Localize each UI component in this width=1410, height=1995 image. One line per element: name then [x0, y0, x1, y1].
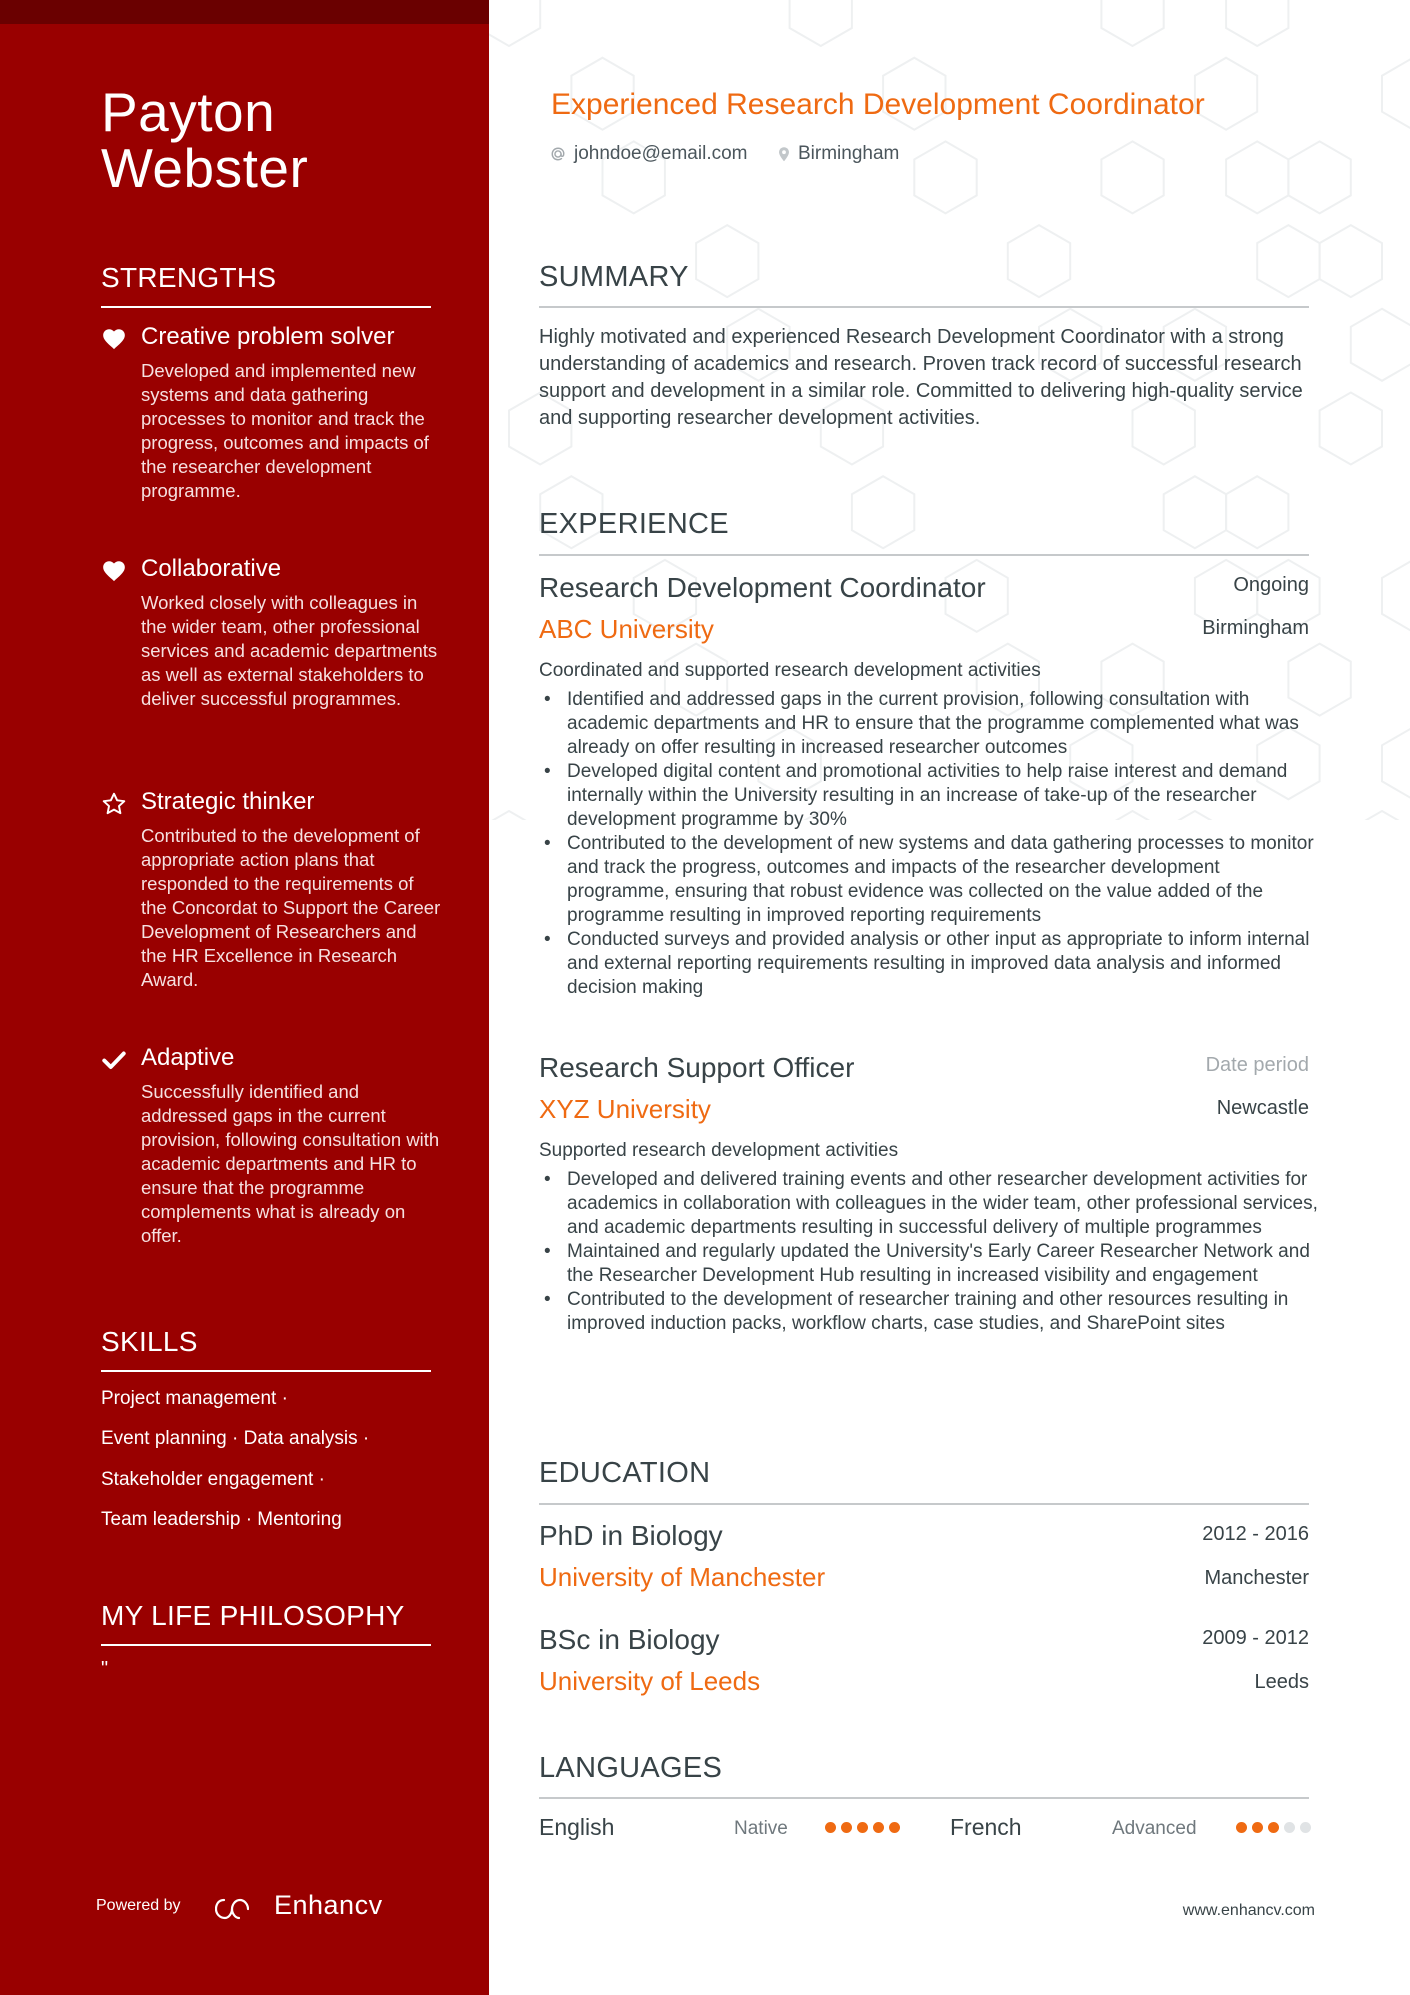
job-bullet: • Developed digital content and promotional activities to help raise interest and demand internally within the University resulting in an increase of take-up of the researcher development programme by 30%: [539, 760, 1319, 832]
education-years: 2009 - 2012: [1202, 1627, 1309, 1649]
skill-line: Team leadership · Mentoring: [101, 1509, 342, 1530]
skill-line: Project management ·: [101, 1388, 288, 1409]
philosophy-heading: MY LIFE PHILOSOPHY: [101, 1600, 405, 1631]
job-bullet: • Identified and addressed gaps in the current provision, following consultation with academic departments and HR to ensure that the programme complemented what was already on offer resulting in increased researcher outcomes: [539, 688, 1319, 760]
job-period: Date period: [1205, 1054, 1309, 1076]
proficiency-dot-filled: [873, 1822, 884, 1833]
hexagon-shape: [1382, 58, 1410, 130]
hexagon-shape: [1351, 811, 1410, 820]
job-bullet: • Maintained and regularly updated the University's Early Career Researcher Network and the Researcher Development Hub resulting in increased visibility and engagement: [539, 1240, 1319, 1288]
hexagon-shape: [1226, 141, 1288, 213]
language-name: French: [950, 1814, 1022, 1840]
check-icon: [101, 1047, 127, 1073]
proficiency-dot-filled: [1268, 1822, 1279, 1833]
hexagon-shape: [1320, 393, 1382, 465]
strength-description: Developed and implemented new systems and data gathering processes to monitor and track the progress, outcomes and impacts of the researcher development programme.: [141, 360, 429, 501]
experience-heading: EXPERIENCE: [539, 508, 729, 540]
hexagon-shape: [1226, 0, 1288, 46]
job-bullet: • Contributed to the development of researcher training and other resources resulting in improved induction packs, workflow charts, case studies, and SharePoint sites: [539, 1288, 1319, 1336]
education-degree: BSc in Biology: [539, 1624, 720, 1655]
footer-url[interactable]: www.enhancv.com: [1182, 1902, 1315, 1919]
job-bullet-list: [539, 688, 1319, 1000]
sidebar-top-band: [0, 0, 489, 24]
experience-rule: [539, 554, 1309, 556]
last-name: Webster: [101, 137, 309, 199]
job-summary: Supported research development activities: [539, 1140, 899, 1161]
proficiency-dot-filled: [857, 1822, 868, 1833]
job-period: Ongoing: [1233, 574, 1309, 596]
strength-title: Adaptive: [141, 1044, 235, 1071]
education-years: 2012 - 2016: [1202, 1523, 1309, 1545]
job-location: Birmingham: [1202, 617, 1309, 639]
language-level: Native: [734, 1818, 788, 1839]
language-level: Advanced: [1112, 1818, 1197, 1839]
hexagon-shape: [1101, 141, 1163, 213]
proficiency-dot-filled: [1252, 1822, 1263, 1833]
summary-rule: [539, 306, 1309, 308]
strength-description: Successfully identified and addressed gaps in the current provision, following consultation with academic departments and HR to ensure that the programme complements what is already on offer.: [141, 1081, 440, 1246]
job-summary: Coordinated and supported research development activities: [539, 660, 1041, 681]
enhancv-logo-icon[interactable]: [215, 1896, 249, 1922]
headline: Experienced Research Development Coordinator: [551, 88, 1205, 121]
job-title: Research Support Officer: [539, 1052, 855, 1083]
summary-text: Highly motivated and experienced Research Development Coordinator with a strong understanding of academics and research. Proven track record of successful research support and development in a similar role. Committed to delivering high-quality service and supporting researcher development activities.: [539, 326, 1303, 429]
company-name: ABC University: [539, 614, 714, 644]
strength-title: Creative problem solver: [141, 323, 395, 350]
job-bullet: • Conducted surveys and provided analysis or other input as appropriate to inform internal and external reporting requirements resulting in improved data analysis and informed decision making: [539, 928, 1319, 1000]
language-name: English: [539, 1814, 615, 1840]
hexagon-shape: [1288, 141, 1350, 213]
proficiency-dot-filled: [1236, 1822, 1247, 1833]
contact-email[interactable]: johndoe@email.com: [574, 143, 748, 164]
skills-heading: SKILLS: [101, 1326, 198, 1357]
heart-icon: [101, 326, 127, 352]
strengths-heading: STRENGTHS: [101, 262, 277, 293]
company-name: XYZ University: [539, 1094, 711, 1124]
languages-heading: LANGUAGES: [539, 1752, 723, 1784]
proficiency-dot-empty: [1284, 1822, 1295, 1833]
enhancv-brand[interactable]: Enhancv: [274, 1890, 383, 1920]
proficiency-dot-filled: [825, 1822, 836, 1833]
first-name: Payton: [101, 81, 276, 143]
education-heading: EDUCATION: [539, 1457, 711, 1489]
hexagon-shape: [489, 811, 540, 820]
education-location: Leeds: [1254, 1671, 1309, 1693]
summary-heading: SUMMARY: [539, 261, 689, 293]
strength-description: Contributed to the development of appropriate action plans that responded to the requirements of the Concordat to Support the Career Development of Researchers and the HR Excellence in Research Award.: [141, 825, 441, 990]
hexagon-shape: [1382, 727, 1410, 799]
proficiency-dot-filled: [889, 1822, 900, 1833]
strength-title: Strategic thinker: [141, 788, 315, 815]
hexagon-shape: [489, 0, 540, 46]
hexagon-shape: [696, 225, 758, 297]
education-rule: [539, 1503, 1309, 1505]
hexagon-shape: [1101, 0, 1163, 46]
job-bullet: • Developed and delivered training events and other researcher development activities for academics in collaboration with colleagues in the wider team, other professional services, and academic departments resulting in successful delivery of multiple programmes: [539, 1168, 1319, 1240]
proficiency-dot-filled: [841, 1822, 852, 1833]
hexagon-shape: [1164, 476, 1226, 548]
hexagon-shape: [1008, 225, 1070, 297]
philosophy-rule: [101, 1644, 431, 1646]
contact-location: Birmingham: [798, 143, 900, 164]
education-location: Manchester: [1204, 1567, 1309, 1589]
job-title: Research Development Coordinator: [539, 572, 986, 603]
star-icon: [101, 791, 127, 817]
hexagon-shape: [1257, 225, 1319, 297]
skills-rule: [101, 1370, 431, 1372]
job-bullet-list: [539, 1168, 1319, 1336]
education-degree: PhD in Biology: [539, 1520, 723, 1551]
at-icon: [549, 144, 567, 164]
hexagon-shape: [1320, 225, 1382, 297]
language-proficiency-dots: [825, 1822, 900, 1833]
location-pin-icon: [775, 144, 793, 164]
education-school: University of Leeds: [539, 1666, 761, 1696]
education-school: University of Manchester: [539, 1562, 826, 1592]
candidate-name: [101, 81, 309, 199]
hexagon-shape: [852, 476, 914, 548]
job-location: Newcastle: [1216, 1097, 1309, 1119]
hexagon-shape: [1226, 476, 1288, 548]
strengths-rule: [101, 306, 431, 308]
heart-icon: [101, 558, 127, 584]
strength-description: Worked closely with colleagues in the wider team, other professional services and academic departments as well as external stakeholders to deliver successful programmes.: [141, 592, 438, 709]
hexagon-shape: [1382, 560, 1410, 632]
skill-line: Stakeholder engagement ·: [101, 1469, 325, 1490]
strength-title: Collaborative: [141, 555, 282, 582]
languages-rule: [539, 1797, 1309, 1799]
philosophy-text: ": [101, 1658, 109, 1680]
hexagon-shape: [914, 141, 976, 213]
powered-by-label: Powered by: [96, 1897, 181, 1914]
sidebar: [0, 0, 489, 1995]
language-proficiency-dots: [1236, 1822, 1311, 1833]
hexagon-shape: [1351, 309, 1410, 381]
hexagon-shape: [790, 0, 852, 46]
job-bullet: • Contributed to the development of new systems and data gathering processes to monitor and track the progress, outcomes and impacts of the researcher development programme, ensuring that robust evidence was collected on the value added of the programme resulting in improved reporting requirements: [539, 832, 1319, 928]
skill-line: Event planning · Data analysis ·: [101, 1428, 370, 1449]
proficiency-dot-empty: [1300, 1822, 1311, 1833]
